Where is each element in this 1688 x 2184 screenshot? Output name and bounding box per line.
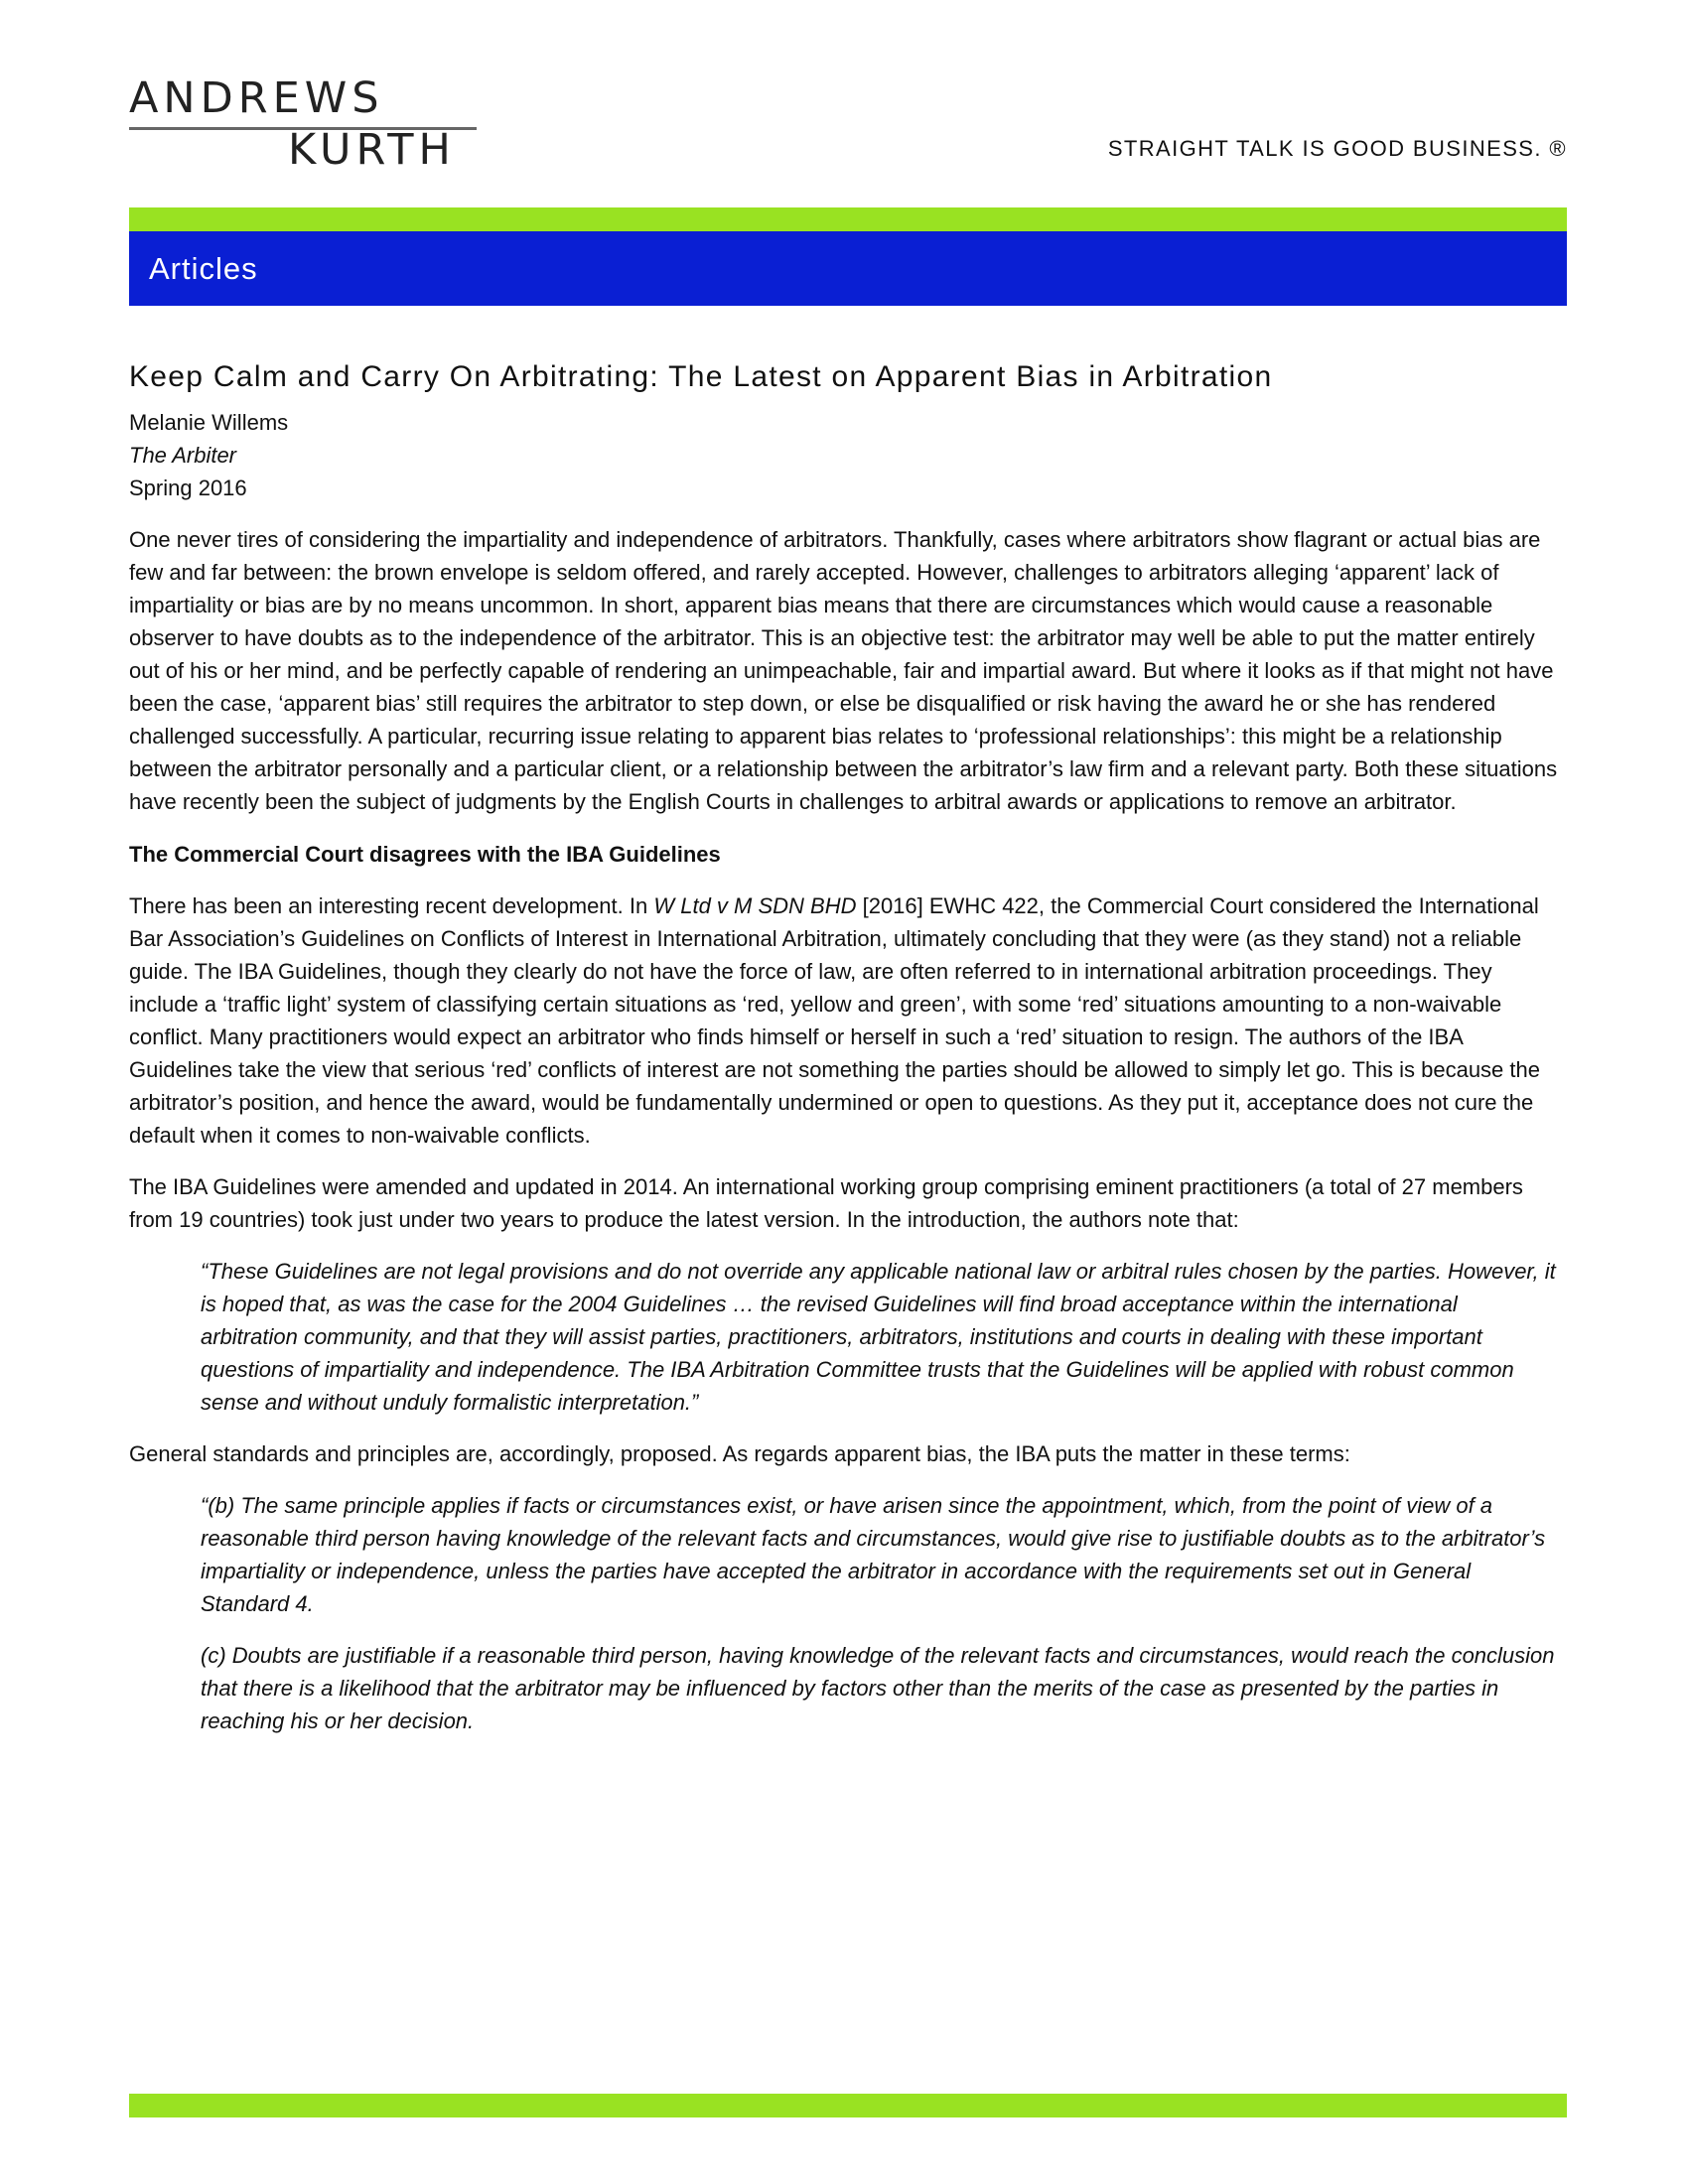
section-banner — [129, 231, 1567, 306]
block-quote-1: “These Guidelines are not legal provisions and do not override any applicable national law or arbitral rules chosen by the parties. However, it is hoped that, as was the case for the 2004 Guidelines … the revised Guidelines will find broad acceptance within the international arbitration community, and that they will assist parties, practitioners, arbitrators, institutions and courts in dealing with these important questions of impartiality and independence. The IBA Arbitration Committee trusts that the Guidelines will be applied with robust common sense and without unduly formalistic interpretation.” — [201, 1259, 1556, 1415]
article-date: Spring 2016 — [129, 476, 247, 500]
article-content — [129, 357, 1567, 1737]
article-publication: The Arbiter — [129, 443, 237, 468]
block-quote-2: “(b) The same principle applies if facts or circumstances exist, or have arisen since the appointment, which, from the point of view of a reasonable third person having knowledge of the relevant facts and circumstances, would give rise to justifiable doubts as to the arbitrator’s impartiality or independence, unless the parties have accepted the arbitrator in accordance with the requirements set out in General Standard 4. — [201, 1493, 1546, 1616]
case-name: W Ltd v M SDN BHD — [653, 893, 857, 918]
article-paragraph-1: One never tires of considering the impartiality and independence of arbitrators. Thankfully, cases where arbitrators show flagrant or actual bias are few and far between: the brown envelope is seldom offered, and rarely accepted. However, challenges to arbitrators alleging ‘apparent’ lack of impartiality or bias are by no means uncommon. In short, apparent bias means that there are circumstances which would cause a reasonable observer to have doubts as to the independence of the arbitrator. This is an objective test: the arbitrator may well be able to put the matter entirely out of his or her mind, and be perfectly capable of rendering an unimpeachable, fair and impartial award. But where it looks as if that might not have been the case, ‘apparent bias’ still requires the arbitrator to step down, or else be disqualified or risk having the award he or she has rendered challenged successfully. A particular, recurring issue relating to apparent bias relates to ‘professional relationships’: this might be a relationship between the arbitrator personally and a particular client, or a relationship between the arbitrator’s law firm and a relevant party. Both these situations have recently been the subject of judgments by the English Courts in challenges to arbitral awards or applications to remove an arbitrator. — [129, 527, 1558, 814]
section-heading: The Commercial Court disagrees with the IBA Guidelines — [129, 842, 721, 867]
article-paragraph-4: General standards and principles are, accordingly, proposed. As regards apparent bias, the IBA puts the matter in these terms: — [129, 1441, 1350, 1466]
block-quote-3: (c) Doubts are justifiable if a reasonable third person, having knowledge of the relevant facts and circumstances, would reach the conclusion that there is a likelihood that the arbitrator may be influenced by factors other than the merits of the case as presented by the parties in reaching his or her decision. — [201, 1643, 1555, 1733]
top-accent-bar — [129, 207, 1567, 231]
article-author: Melanie Willems — [129, 410, 289, 435]
tagline: STRAIGHT TALK IS GOOD BUSINESS. ® — [1107, 136, 1567, 161]
bottom-accent-bar — [129, 2094, 1567, 2117]
logo-text-andrews: ANDREWS — [129, 73, 384, 123]
article-paragraph-2 — [129, 889, 1567, 1152]
paragraph-2-body: [2016] EWHC 422, the Commercial Court considered the International Bar Association’s Guidelines on Conflicts of Interest in International Arbitration, ultimately concluding that they were (as they stand) not a reliable guide. The IBA Guidelines, though they clearly do not have the force of law, are often referred to in international arbitration proceedings. They include a ‘traffic light’ system of classifying certain situations as ‘red, yellow and green’, with some ‘red’ situations amounting to a non-waivable conflict. Many practitioners would expect an arbitrator who finds himself or herself in such a ‘red’ situation to resign. The authors of the IBA Guidelines take the view that serious ‘red’ conflicts of interest are not something the parties should be allowed to simply let go. This is because the arbitrator’s position, and hence the award, would be fundamentally undermined or open to questions. As they put it, acceptance does not cure the default when it comes to non-waivable conflicts. — [129, 893, 1540, 1148]
article-paragraph-3: The IBA Guidelines were amended and updated in 2014. An international working group comprising eminent practitioners (a total of 27 members from 19 countries) took just under two years to produce the latest version. In the introduction, the authors note that: — [129, 1174, 1523, 1232]
article-title: Keep Calm and Carry On Arbitrating: The Latest on Apparent Bias in Arbitration — [129, 360, 1273, 393]
logo-text-kurth: KURTH — [288, 125, 456, 175]
firm-logo — [129, 73, 477, 175]
paragraph-2-intro: There has been an interesting recent development. In — [129, 893, 654, 918]
section-banner-label: Articles — [149, 251, 258, 286]
